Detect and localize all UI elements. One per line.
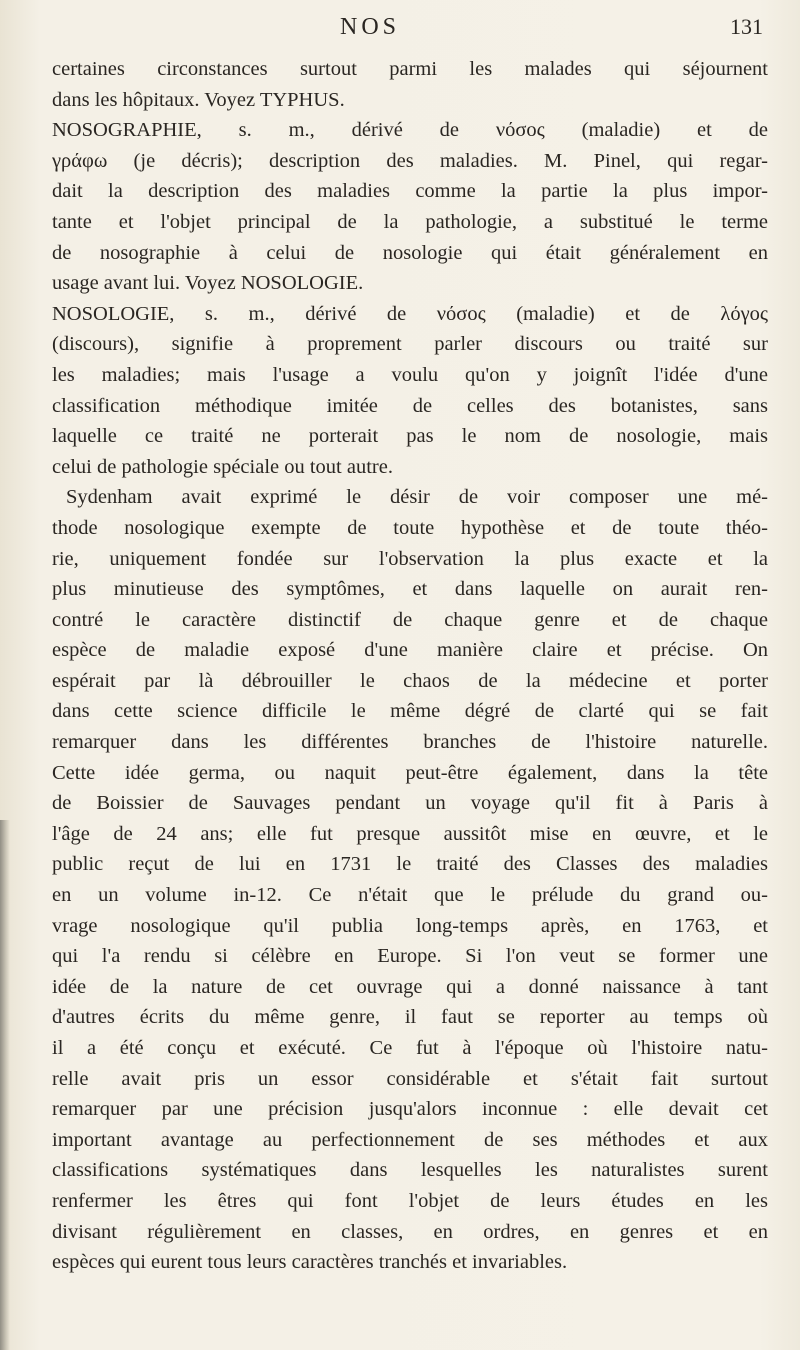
text-line: remarquer dans les différentes branches de l'histoire naturelle. bbox=[52, 731, 768, 754]
text-line: celui de pathologie spéciale ou tout autre. bbox=[52, 455, 393, 478]
page-number: 131 bbox=[730, 14, 763, 39]
page-edge-shadow bbox=[0, 820, 10, 1350]
text-line: espèces qui eurent tous leurs caractères tranchés et invariables. bbox=[52, 1251, 568, 1274]
running-head-title: NOS bbox=[340, 14, 401, 40]
text-line: usage avant lui. Voyez NOSOLOGIE. bbox=[52, 272, 364, 295]
text-line: divisant régulièrement en classes, en ordres, en genres et en bbox=[52, 1220, 768, 1243]
text-line: l'âge de 24 ans; elle fut presque aussitôt mise en œuvre, et le bbox=[52, 822, 768, 845]
text-line: classification méthodique imitée de celles des botanistes, sans bbox=[52, 394, 768, 417]
text-line: contré le caractère distinctif de chaque genre et de chaque bbox=[52, 608, 768, 631]
text-line: il a été conçu et exécuté. Ce fut à l'époque où l'histoire natu- bbox=[52, 1037, 768, 1059]
text-line: (discours), signifie à proprement parler discours ou traité sur bbox=[52, 333, 768, 356]
text-line: γράφω (je décris); description des maladies. M. Pinel, qui regar- bbox=[52, 149, 768, 172]
text-line: dait la description des maladies comme la partie la plus impor- bbox=[52, 180, 768, 203]
text-line: dans cette science difficile le même dégré de clarté qui se fait bbox=[52, 700, 768, 723]
text-line: public reçut de lui en 1731 le traité des Classes des maladies bbox=[52, 853, 768, 876]
text-line: thode nosologique exempte de toute hypothèse et de toute théo- bbox=[52, 516, 768, 539]
text-line: important avantage au perfectionnement de ses méthodes et aux bbox=[52, 1128, 768, 1151]
text-line: d'autres écrits du même genre, il faut se reporter au temps où bbox=[52, 1006, 768, 1029]
text-line: Sydenham avait exprimé le désir de voir composer une mé- bbox=[66, 486, 768, 509]
text-line: NOSOGRAPHIE, s. m., dérivé de νόσος (maladie) et de bbox=[52, 119, 768, 142]
text-line: espérait par là débrouiller le chaos de la médecine et porter bbox=[52, 669, 768, 692]
text-line: plus minutieuse des symptômes, et dans laquelle on aurait ren- bbox=[52, 578, 768, 601]
text-line: tante et l'objet principal de la pathologie, a substitué le terme bbox=[52, 210, 768, 233]
text-line: qui l'a rendu si célèbre en Europe. Si l'on veut se former une bbox=[52, 945, 768, 968]
text-line: certaines circonstances surtout parmi les malades qui séjournent bbox=[52, 58, 768, 80]
text-line: NOSOLOGIE, s. m., dérivé de νόσος (maladie) et de λόγος bbox=[52, 302, 768, 325]
text-line: vrage nosologique qu'il publia long-temps après, en 1763, et bbox=[52, 914, 768, 937]
text-line: idée de la nature de cet ouvrage qui a donné naissance à tant bbox=[52, 975, 768, 998]
text-line: espèce de maladie exposé d'une manière claire et précise. On bbox=[52, 639, 768, 662]
running-head bbox=[0, 8, 800, 48]
body-text bbox=[52, 54, 768, 1278]
text-line: Cette idée germa, ou naquit peut-être également, dans la tête bbox=[52, 761, 768, 784]
text-line: renfermer les êtres qui font l'objet de leurs études en les bbox=[52, 1189, 768, 1212]
text-line: en un volume in-12. Ce n'était que le prélude du grand ou- bbox=[52, 884, 768, 907]
text-line: de nosographie à celui de nosologie qui était généralement en bbox=[52, 241, 768, 264]
text-line: relle avait pris un essor considérable et s'était fait surtout bbox=[52, 1067, 768, 1090]
text-line: les maladies; mais l'usage a voulu qu'on y joignît l'idée d'une bbox=[52, 363, 768, 386]
text-line: remarquer par une précision jusqu'alors inconnue : elle devait cet bbox=[52, 1098, 768, 1121]
text-line: de Boissier de Sauvages pendant un voyage qu'il fit à Paris à bbox=[52, 792, 768, 815]
text-line: laquelle ce traité ne porterait pas le nom de nosologie, mais bbox=[52, 425, 768, 448]
text-line: dans les hôpitaux. Voyez TYPHUS. bbox=[52, 88, 345, 111]
text-line: classifications systématiques dans lesquelles les naturalistes surent bbox=[52, 1159, 768, 1182]
text-line: rie, uniquement fondée sur l'observation la plus exacte et la bbox=[52, 547, 768, 570]
